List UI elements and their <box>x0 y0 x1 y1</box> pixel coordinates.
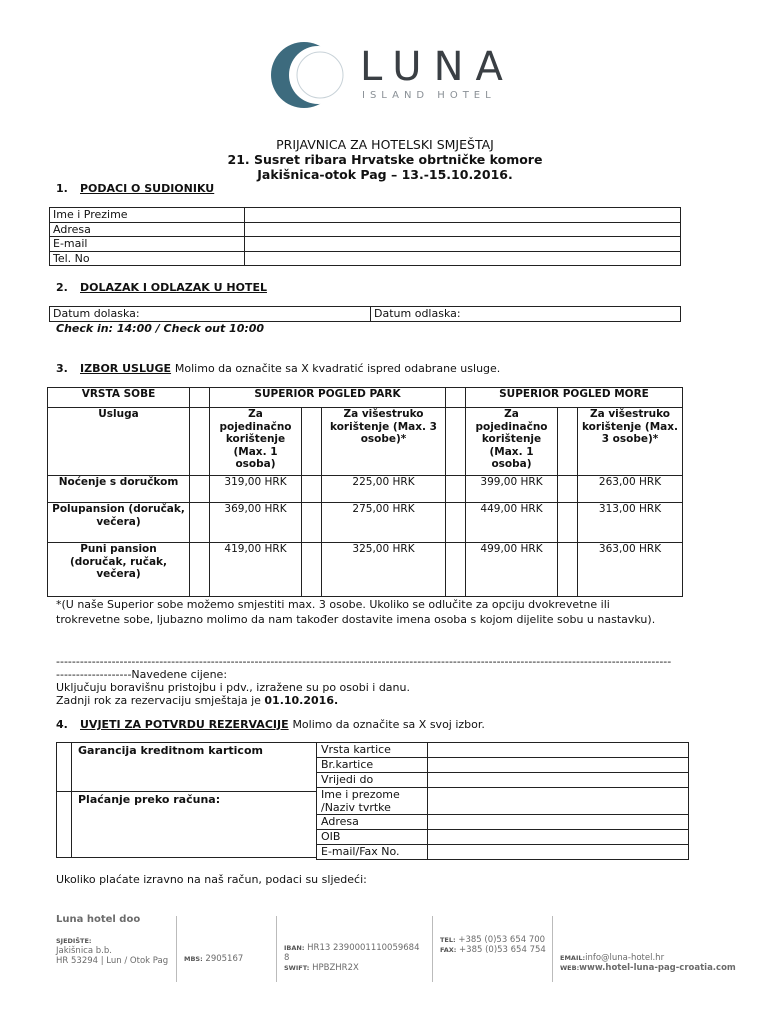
checkbox-cell[interactable] <box>190 543 210 597</box>
oib-label: OIB <box>316 829 428 845</box>
table-row <box>48 543 683 597</box>
price-cell: 449,00 HRK <box>466 503 558 543</box>
email-fax-input[interactable] <box>427 844 689 860</box>
header-more-multi: Za višestruko korištenje (Max. 3 osobe)* <box>578 408 683 476</box>
field-label: Ime i Prezime <box>50 208 245 223</box>
price-cell: 275,00 HRK <box>322 503 446 543</box>
card-expiry-label: Vrijedi do <box>316 772 428 788</box>
prices-includes: Uključuju boravišnu pristojbu i pdv., izražene su po osobi i danu. <box>56 681 410 694</box>
hotel-logo <box>268 38 515 112</box>
oib-input[interactable] <box>427 829 689 845</box>
checkbox-cell[interactable] <box>446 543 466 597</box>
address-input-cell[interactable] <box>245 222 681 237</box>
room-capacity-note: *(U naše Superior sobe možemo smjestiti max. 3 osobe. Ukoliko se odlučite za opciju dvokrevetne ili trokrevetne sobe, ljubazno molimo da nam također dostavite imena osoba s kojom dijelite sobu u nastavku). <box>56 598 656 626</box>
price-cell: 313,00 HRK <box>578 503 683 543</box>
table-row <box>50 237 681 252</box>
footer-contact: EMAIL:info@luna-hotel.hr WEB:www.hotel-luna-pag-croatia.com <box>560 953 736 973</box>
dashed-divider: ----------------------------------------------------------------------------------------------------------------------------------------------------------- <box>56 655 672 668</box>
footer-divider <box>552 916 553 982</box>
company-name-label: Ime i prezome /Naziv tvrtke <box>316 787 428 815</box>
section-2-heading: 2. DOLAZAK I ODLAZAK U HOTEL <box>56 281 267 294</box>
checkbox-cell[interactable] <box>446 503 466 543</box>
prices-lead: -------------------Navedene cijene: <box>56 668 228 681</box>
price-cell: 325,00 HRK <box>322 543 446 597</box>
checkbox-cell[interactable] <box>558 476 578 503</box>
card-number-label: Br.kartice <box>316 757 428 773</box>
luna-moon-icon <box>268 38 348 112</box>
price-cell: 319,00 HRK <box>210 476 302 503</box>
card-expiry-input[interactable] <box>427 772 689 788</box>
checkbox-cell[interactable] <box>190 476 210 503</box>
field-label: Tel. No <box>50 251 245 266</box>
invoice-address-label: Adresa <box>316 814 428 830</box>
deadline-date: 01.10.2016. <box>264 694 339 707</box>
name-input-cell[interactable] <box>245 208 681 223</box>
header-more-single: Za pojedinačno korištenje (Max. 1 osoba) <box>466 408 558 476</box>
footer-divider <box>176 916 177 982</box>
footer-company: Luna hotel doo <box>56 914 141 925</box>
header-service: Usluga <box>48 408 190 476</box>
form-title: PRIJAVNICA ZA HOTELSKI SMJEŠTAJ <box>276 137 494 152</box>
header-superior-more: SUPERIOR POGLED MORE <box>466 388 683 408</box>
price-cell: 419,00 HRK <box>210 543 302 597</box>
footer-divider <box>276 916 277 982</box>
price-cell: 499,00 HRK <box>466 543 558 597</box>
footer-mbs: MBS: 2905167 <box>184 954 244 964</box>
service-name: Polupansion (doručak, večera) <box>48 503 190 543</box>
email-link[interactable]: info@luna-hotel.hr <box>585 953 665 963</box>
card-option-checkbox[interactable] <box>56 742 72 792</box>
section-3-heading: 3. IZBOR USLUGE Molimo da označite sa X kvadratić ispred odabrane usluge. <box>56 362 501 375</box>
table-row <box>50 222 681 237</box>
table-row <box>50 208 681 223</box>
section-1-heading: 1. PODACI O SUDIONIKU <box>56 182 215 195</box>
checkbox-cell[interactable] <box>302 543 322 597</box>
checkbox-cell[interactable] <box>302 476 322 503</box>
price-cell: 263,00 HRK <box>578 476 683 503</box>
header-park-multi: Za višestruko korištenje (Max. 3 osobe)* <box>322 408 446 476</box>
card-type-input[interactable] <box>427 742 689 758</box>
field-label: E-mail <box>50 237 245 252</box>
checkbox-cell[interactable] <box>558 503 578 543</box>
table-row <box>48 503 683 543</box>
service-price-table <box>47 387 683 597</box>
invoice-option-label: Plaćanje preko računa: <box>71 791 317 858</box>
footer-divider <box>432 916 433 982</box>
card-type-label: Vrsta kartice <box>316 742 428 758</box>
section-4-heading: 4. UVJETI ZA POTVRDU REZERVACIJE Molimo da označite sa X svoj izbor. <box>56 718 485 731</box>
bank-details-intro: Ukoliko plaćate izravno na naš račun, podaci su sljedeći: <box>56 873 367 886</box>
footer-bank: IBAN: HR13 2390001110059684 8 SWIFT: HPBZHR2X <box>284 943 420 973</box>
confirmation-conditions-grid <box>56 742 689 858</box>
participant-table <box>49 207 681 266</box>
checkbox-cell[interactable] <box>302 503 322 543</box>
footer-seat: SJEDIŠTE: Jakišnica b.b. HR 53294 | Lun / Otok Pag <box>56 937 169 966</box>
event-location-date: Jakišnica-otok Pag – 13.-15.10.2016. <box>257 167 513 182</box>
event-title: 21. Susret ribara Hrvatske obrtničke komore <box>227 152 543 167</box>
arrival-date-field[interactable]: Datum dolaska: <box>50 307 371 322</box>
header-park-single: Za pojedinačno korištenje (Max. 1 osoba) <box>210 408 302 476</box>
service-name: Noćenje s doručkom <box>48 476 190 503</box>
service-name: Puni pansion (doručak, ručak, večera) <box>48 543 190 597</box>
reservation-deadline: Zadnji rok za rezervaciju smještaja je 01.10.2016. <box>56 694 339 707</box>
phone-input-cell[interactable] <box>245 251 681 266</box>
invoice-address-input[interactable] <box>427 814 689 830</box>
checkbox-cell[interactable] <box>558 543 578 597</box>
logo-subtitle: ISLAND HOTEL <box>362 90 496 101</box>
table-row <box>48 388 683 408</box>
company-name-input[interactable] <box>427 787 689 815</box>
table-row <box>50 251 681 266</box>
table-row <box>48 476 683 503</box>
price-cell: 399,00 HRK <box>466 476 558 503</box>
table-row <box>48 408 683 476</box>
header-superior-park: SUPERIOR POGLED PARK <box>210 388 446 408</box>
departure-date-field[interactable]: Datum odlaska: <box>371 307 681 322</box>
price-cell: 363,00 HRK <box>578 543 683 597</box>
checkin-checkout-note: Check in: 14:00 / Check out 10:00 <box>56 322 265 335</box>
email-input-cell[interactable] <box>245 237 681 252</box>
checkbox-cell[interactable] <box>190 503 210 543</box>
email-fax-label: E-mail/Fax No. <box>316 844 428 860</box>
footer-phone-fax: TEL: +385 (0)53 654 700 FAX: +385 (0)53 654 754 <box>440 935 546 955</box>
logo-wordmark: LUNA <box>360 44 515 90</box>
header-room-type: VRSTA SOBE <box>48 388 190 408</box>
invoice-option-checkbox[interactable] <box>56 791 72 858</box>
price-cell: 369,00 HRK <box>210 503 302 543</box>
card-number-input[interactable] <box>427 757 689 773</box>
table-row <box>50 307 681 322</box>
website-link[interactable]: www.hotel-luna-pag-croatia.com <box>579 963 736 973</box>
field-label: Adresa <box>50 222 245 237</box>
checkbox-cell[interactable] <box>446 476 466 503</box>
price-cell: 225,00 HRK <box>322 476 446 503</box>
arrival-departure-table <box>49 306 681 322</box>
card-option-label: Garancija kreditnom karticom <box>71 742 317 792</box>
